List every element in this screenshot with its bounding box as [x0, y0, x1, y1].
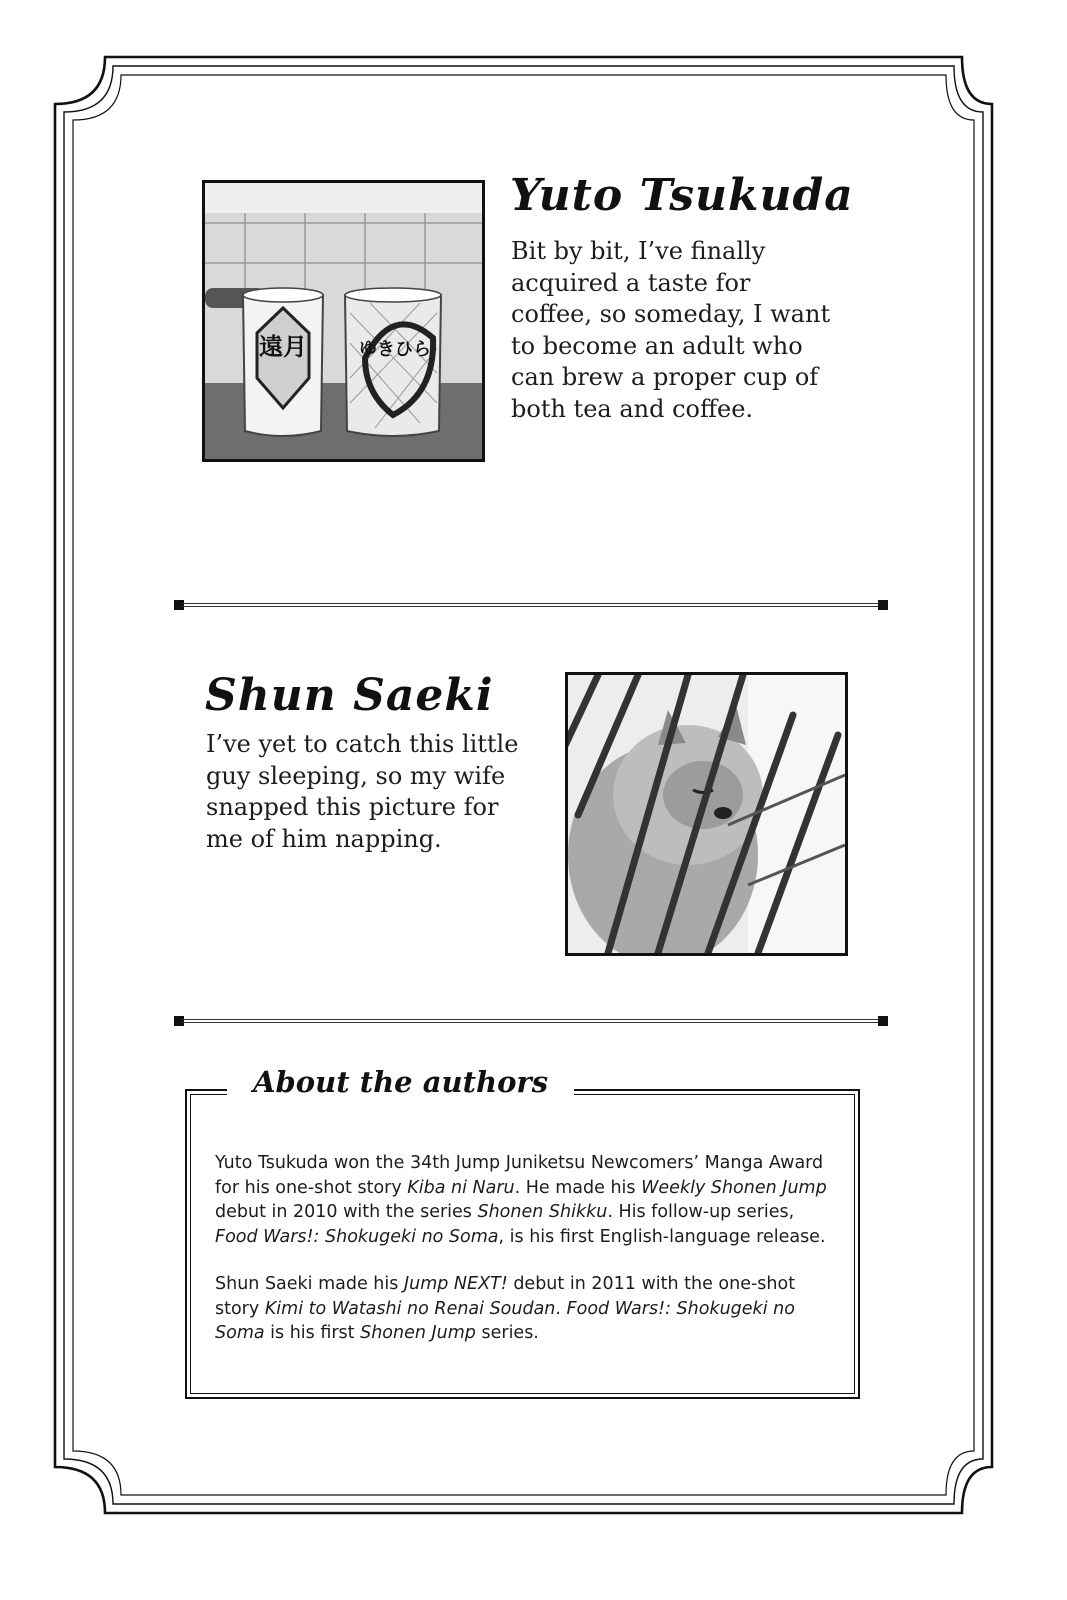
author-name-tsukuda: Yuto Tsukuda: [510, 170, 854, 221]
bio-italic-title: Food Wars!: Shokugeki no Soma: [215, 1226, 499, 1247]
bio-paragraph-saeki: [215, 1272, 835, 1346]
bio-text: . His follow-up series,: [607, 1202, 795, 1222]
bio-text: Shun Saeki made his: [215, 1274, 404, 1294]
bio-italic-title: Food Wars!: Shokugeki no Soma: [215, 1298, 795, 1343]
bio-italic-title: Shonen Shikku: [477, 1202, 608, 1222]
author-note-saeki: I’ve yet to catch this little guy sleeping, so my wife snapped this picture for me of him napping.: [206, 730, 519, 853]
teacups-photo-icon: [205, 183, 482, 459]
bio-italic-title: Kiba ni Naru: [407, 1177, 515, 1198]
bio-text: Yuto Tsukuda won the 34th Jump Juniketsu Newcomers’ Manga Award for his one-shot story: [215, 1153, 824, 1198]
author-name-saeki: Shun Saeki: [205, 670, 494, 721]
section-divider: [174, 600, 888, 610]
bio-text: is his first: [264, 1323, 361, 1343]
bio-text: series.: [475, 1323, 539, 1343]
tsukuda-photo: [202, 180, 485, 462]
about-authors-box: [185, 1065, 860, 1399]
bio-text: .: [555, 1298, 567, 1319]
section-divider: [174, 1016, 888, 1026]
bio-italic-title: Jump NEXT!: [403, 1274, 508, 1294]
bio-text: . He made his: [514, 1177, 642, 1198]
sleeping-dog-photo-icon: [568, 675, 845, 953]
bio-italic-title: Shonen Jump: [360, 1323, 476, 1343]
bio-italic-title: Kimi to Watashi no Renai Soudan: [264, 1298, 556, 1319]
bio-text: debut in 2010 with the series: [215, 1202, 478, 1222]
saeki-photo: [565, 672, 848, 956]
mug-right-text: ゆきひら: [359, 339, 431, 360]
author-note-tsukuda: Bit by bit, I’ve finally acquired a taste for coffee, so someday, I want to become an adult who can brew a proper cup of both tea and coffee.: [511, 237, 831, 423]
bio-text: , is his first English-language release.: [498, 1226, 826, 1247]
bio-text: debut in 2011 with the one-shot story: [215, 1274, 796, 1319]
bio-italic-title: Weekly Shonen Jump: [641, 1177, 827, 1198]
bio-paragraph-tsukuda: [215, 1151, 835, 1249]
mug-left-text: 遠月: [259, 333, 307, 361]
about-title: About the authors: [227, 1065, 574, 1099]
